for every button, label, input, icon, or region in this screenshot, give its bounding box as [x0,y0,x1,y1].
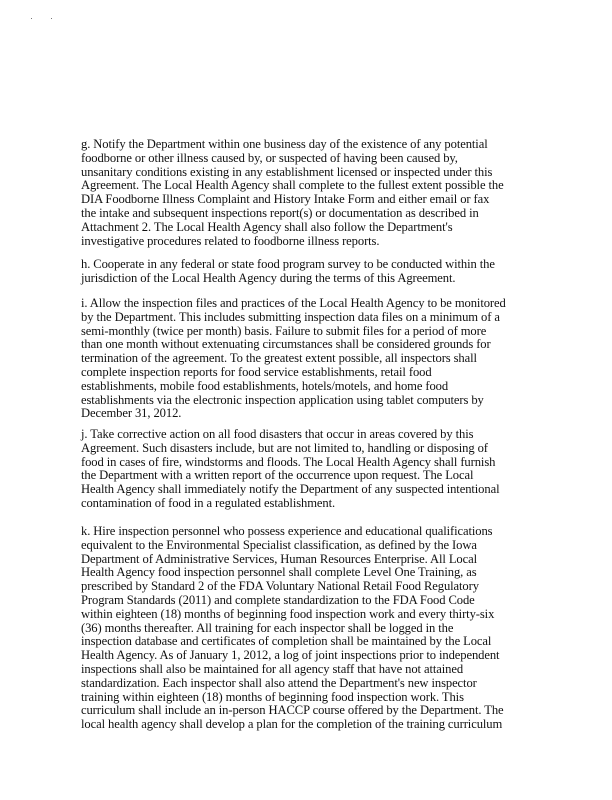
paragraph-h [81,258,551,286]
paragraph-g [81,138,551,248]
text-line: j. Take corrective action on all food disasters that occur in areas covered by this [81,427,474,441]
text-line: Health Agency shall immediately notify the Department of any suspected intentional [81,482,500,497]
text-line: the intake and subsequent inspections report(s) or documentation as described in [81,205,479,220]
text-line: DIA Foodborne Illness Complaint and History Intake Form and either email or fax [81,192,490,207]
text-line: Health Agency. As of January 1, 2012, a log of joint inspections prior to independent [81,648,500,663]
text-line: December 31, 2012. [81,406,182,421]
text-line: termination of the agreement. To the greatest extent possible, all inspectors shall [81,351,477,366]
text-line: i. Allow the inspection files and practices of the Local Health Agency to be monitored [81,296,506,310]
text-line: curriculum shall include an in-person HACCP course offered by the Department. The [81,703,504,718]
text-line: Agreement. The Local Health Agency shall complete to the fullest extent possible the [81,178,504,193]
text-line: establishments, mobile food establishments, hotels/motels, and home food [81,378,449,393]
text-line: g. Notify the Department within one business day of the existence of any potential [81,137,488,151]
paragraph-j [81,428,551,511]
text-line: Attachment 2. The Local Health Agency shall also follow the Department's [81,219,453,234]
text-line: complete inspection reports for food service establishments, retail food [81,364,432,379]
paragraph-i [81,297,551,421]
text-line: Department of Administrative Services, Human Resources Enterprise. All Local [81,551,477,566]
text-line: inspection database and certificates of completion shall be maintained by the Local [81,634,492,649]
text-line: inspections shall also be maintained for all agency staff that have not attained [81,661,464,676]
text-line: than one month without extenuating circumstances shall be considered grounds for [81,337,491,352]
text-line: the Department with a written report of the occurrence upon request. The Local [81,468,474,483]
text-line: standardization. Each inspector shall also attend the Department's new inspector [81,675,477,690]
text-line: food in cases of fire, windstorms and floods. The Local Health Agency shall furnish [81,454,496,469]
text-line: investigative procedures related to foodborne illness reports. [81,233,380,248]
text-line: by the Department. This includes submitting inspection data files on a minimum of a [81,309,500,324]
text-line: within eighteen (18) months of beginning food inspection work and every thirty-six [81,606,495,621]
text-line: semi-monthly (twice per month) basis. Failure to submit files for a period of more [81,323,487,338]
text-line: training within eighteen (18) months of beginning food inspection work. This [81,689,464,704]
paragraph-k [81,525,551,732]
text-line: contamination of food in a regulated establishment. [81,495,336,510]
text-line: Health Agency food inspection personnel shall complete Level One Training, as [81,565,477,580]
text-line: (36) months thereafter. All training for each inspector shall be logged in the [81,620,454,635]
scan-speck [31,18,32,19]
text-line: k. Hire inspection personnel who possess experience and educational qualifications [81,524,493,538]
text-line: equivalent to the Environmental Specialist classification, as defined by the Iowa [81,537,477,552]
text-line: h. Cooperate in any federal or state food program survey to be conducted within the [81,257,495,271]
text-line: jurisdiction of the Local Health Agency during the terms of this Agreement. [81,270,456,285]
text-line: prescribed by Standard 2 of the FDA Voluntary National Retail Food Regulatory [81,579,479,594]
text-line: Agreement. Such disasters include, but are not limited to, handling or disposing of [81,440,488,455]
text-line: Program Standards (2011) and complete standardization to the FDA Food Code [81,592,475,607]
text-line: local health agency shall develop a plan for the completion of the training curriculum [81,717,503,732]
text-line: foodborne or other illness caused by, or suspected of having been caused by, [81,150,458,165]
text-line: unsanitary conditions existing in any establishment licensed or inspected under this [81,164,493,179]
scan-speck [51,18,52,19]
text-line: establishments via the electronic inspection application using tablet computers by [81,392,484,407]
